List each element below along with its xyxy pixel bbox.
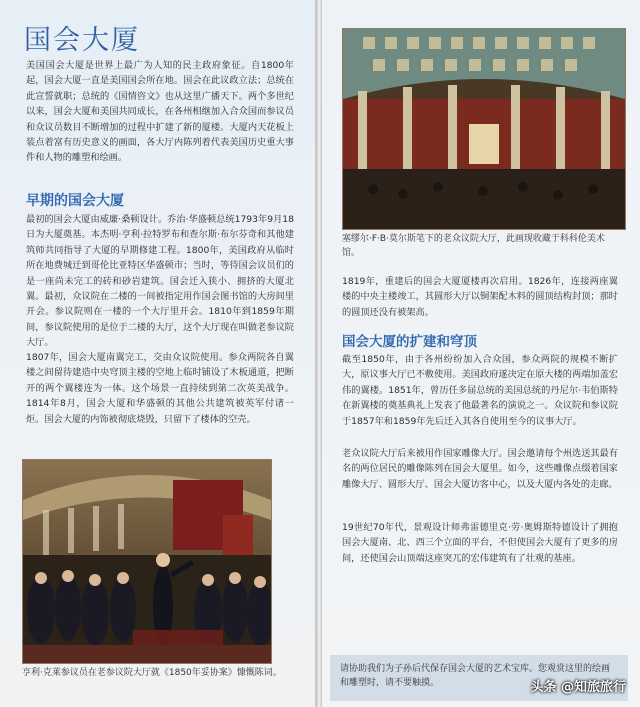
house-painting-illustration bbox=[343, 29, 625, 229]
section-heading-early: 早期的国会大厦 bbox=[26, 193, 124, 209]
landscape-paragraph: 19世纪70年代，景观设计师弗雷德里克·劳·奥姆斯特德设计了拥抱国会大厦南、北、西三个立面的平台，不但使国会大厦有了更多的房间，还使国会山顶端这座突兀的宏伟建筑有了壮观的基座。 bbox=[342, 522, 618, 564]
expansion-paragraph: 截至1850年，由于各州纷纷加入合众国，参众两院的规模不断扩大，原议事大厅已不敷使用。美国政府遂决定在原大楼的两端加盖宏伟的翼楼。1851年，曾历任多届总统的美国总统的丹尼尔·韦伯斯特在新翼楼的奠基典礼上发表了他最著名的演说之一。众议院和参议院于1857年和1859年先后迁入其各自使用至今的议事大厅。 bbox=[342, 354, 618, 427]
senate-painting bbox=[22, 459, 272, 664]
senate-painting-caption: 亨利·克莱参议员在老参议院大厅就《1850年妥协案》慷慨陈词。 bbox=[22, 668, 282, 678]
left-page bbox=[0, 0, 316, 707]
rebuild-paragraph: 1819年，重建后的国会大厦厦楼再次启用。1826年，连接两座翼楼的中央主楼竣工，其圆形大厅以铜架配木料的圆顶结构封顶；那时的圆顶还没有被架高。 bbox=[342, 276, 618, 318]
statuary-paragraph: 老众议院大厅后来被用作国家雕像大厅。国会邀请每个州选送其最有名的两位居民的雕像陈列在国会大厦里。如今，这些雕像点缀着国家雕像大厅、圆形大厅、国会大厦访客中心，以及大厦内各处的走廊。 bbox=[342, 448, 618, 490]
do-not-touch-notice: 请协助我们为子孙后代保存国会大厦的艺术宝库。您观赏这里的绘画和雕塑时，请不要触摸。 bbox=[330, 655, 628, 701]
right-page bbox=[322, 0, 640, 707]
early-paragraph-1: 最初的国会大厦由威廉·桑顿设计。乔治·华盛顿总统1793年9月18日为大厦奠基。本杰明·亨利·拉特罗布和查尔斯·布尔芬奇和其他建筑师共同指导了大厦的早期修建工程。1800年，美国政府从临时所在地费城迁到哥伦比亚特区华盛顿市；当时，等待国会议员们的是一座尚未完工的砖和砂岩建筑。国会迁入狭小、拥挤的大厦北翼。最初，众议院在二楼的一间被指定用作国会图书馆的大房间里开会。参议院则在一楼的一个大厅里开会。1810年到1859年期间，参议院使用的是位于二楼的大厅，这个大厅现在叫做老参议院大厅。 bbox=[26, 214, 294, 349]
page-title: 国会大厦 bbox=[24, 25, 140, 56]
house-painting-caption: 塞缪尔·F·B·莫尔斯笔下的老众议院大厅，此画现收藏于科科伦美术馆。 bbox=[342, 234, 605, 258]
senate-painting-illustration bbox=[23, 460, 271, 663]
house-painting bbox=[342, 28, 626, 230]
watermark: 头条 @知旅旅行 bbox=[530, 680, 626, 695]
section-heading-expansion: 国会大厦的扩建和穹顶 bbox=[342, 334, 477, 350]
intro-paragraph: 美国国会大厦是世界上最广为人知的民主政府象征。自1800年起，国会大厦一直是美国国会所在地。国会在此议政立法；总统在此宣誓就职；总统的《国情咨文》也从这里广播天下。两个多世纪以来，国会大厦和美国共同成长，在各州相继加入合众国而参议员和众议员数目不断增加的过程中扩建了新的厦楼。大厦内天花板上装点着富有历史意义的画面，各大厅内陈列着代表美国历史重大事件和人物的雕塑和绘画。 bbox=[26, 60, 294, 164]
early-paragraph-2: 1807年，国会大厦南翼完工，交由众议院使用。参众两院各自翼楼之间留待建造中央穹顶主楼的空地上临时铺设了木板通道，把断开的两个翼楼连为一体。这个场景一直持续到第二次英美战争。1814年8月，国会大厦和华盛顿的其他公共建筑被英军付诸一炬。国会大厦的内饰被彻底烧毁，只留下了楼体的空壳。 bbox=[26, 352, 294, 425]
